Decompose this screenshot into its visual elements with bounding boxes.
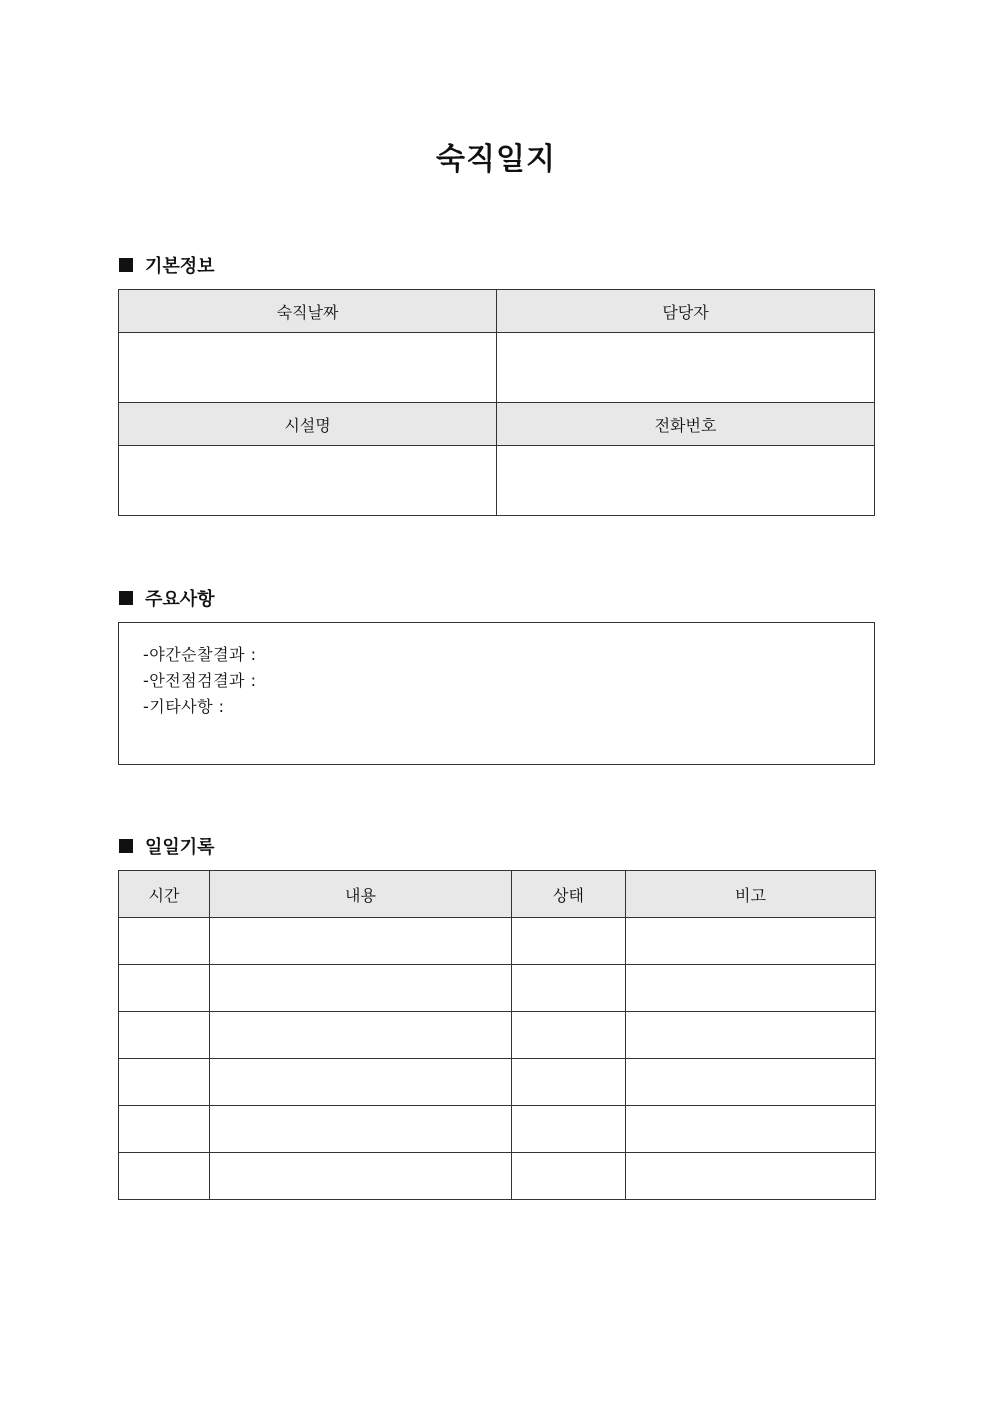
cell-content[interactable]	[210, 1153, 512, 1200]
daily-log-body	[119, 918, 876, 1200]
section-heading-key-items	[119, 586, 215, 610]
cell-status[interactable]	[512, 918, 626, 965]
square-bullet-icon	[119, 258, 133, 272]
cell-content[interactable]	[210, 1106, 512, 1153]
cell-remarks[interactable]	[626, 1153, 876, 1200]
note-other: -기타사항 :	[143, 697, 225, 716]
cell-time[interactable]	[119, 965, 210, 1012]
cell-time[interactable]	[119, 1153, 210, 1200]
cell-status[interactable]	[512, 1106, 626, 1153]
label-person-in-charge: 담당자	[497, 290, 875, 333]
cell-content[interactable]	[210, 1059, 512, 1106]
column-header-remarks: 비고	[626, 871, 876, 918]
cell-remarks[interactable]	[626, 1106, 876, 1153]
cell-remarks[interactable]	[626, 965, 876, 1012]
page-title: 숙직일지	[436, 142, 556, 177]
basic-info-table	[118, 289, 875, 516]
note-safety-check: -안전점검결과 :	[143, 671, 257, 690]
cell-remarks[interactable]	[626, 918, 876, 965]
field-phone-number[interactable]	[497, 446, 875, 516]
cell-time[interactable]	[119, 1012, 210, 1059]
column-header-status: 상태	[512, 871, 626, 918]
section-title: 일일기록	[145, 837, 215, 858]
field-facility-name[interactable]	[119, 446, 497, 516]
cell-status[interactable]	[512, 1059, 626, 1106]
cell-content[interactable]	[210, 965, 512, 1012]
table-row	[119, 965, 876, 1012]
field-duty-date[interactable]	[119, 333, 497, 403]
section-heading-daily-log	[119, 834, 215, 858]
section-title: 주요사항	[145, 589, 215, 610]
column-header-content: 내용	[210, 871, 512, 918]
cell-status[interactable]	[512, 1153, 626, 1200]
note-night-patrol: -야간순찰결과 :	[143, 645, 257, 664]
cell-time[interactable]	[119, 918, 210, 965]
cell-status[interactable]	[512, 1012, 626, 1059]
table-row	[119, 1153, 876, 1200]
key-items-list	[119, 623, 874, 720]
section-title: 기본정보	[145, 256, 215, 277]
cell-remarks[interactable]	[626, 1059, 876, 1106]
table-row	[119, 1106, 876, 1153]
table-row	[119, 1059, 876, 1106]
square-bullet-icon	[119, 839, 133, 853]
square-bullet-icon	[119, 591, 133, 605]
cell-time[interactable]	[119, 1106, 210, 1153]
table-row	[119, 918, 876, 965]
field-person-in-charge[interactable]	[497, 333, 875, 403]
cell-remarks[interactable]	[626, 1012, 876, 1059]
cell-time[interactable]	[119, 1059, 210, 1106]
label-duty-date: 숙직날짜	[119, 290, 497, 333]
cell-content[interactable]	[210, 918, 512, 965]
key-items-box[interactable]	[118, 622, 875, 765]
cell-status[interactable]	[512, 965, 626, 1012]
table-row	[119, 1012, 876, 1059]
cell-content[interactable]	[210, 1012, 512, 1059]
label-facility-name: 시설명	[119, 403, 497, 446]
column-header-time: 시간	[119, 871, 210, 918]
section-heading-basic-info	[119, 253, 215, 277]
daily-log-table	[118, 870, 876, 1200]
label-phone-number: 전화번호	[497, 403, 875, 446]
